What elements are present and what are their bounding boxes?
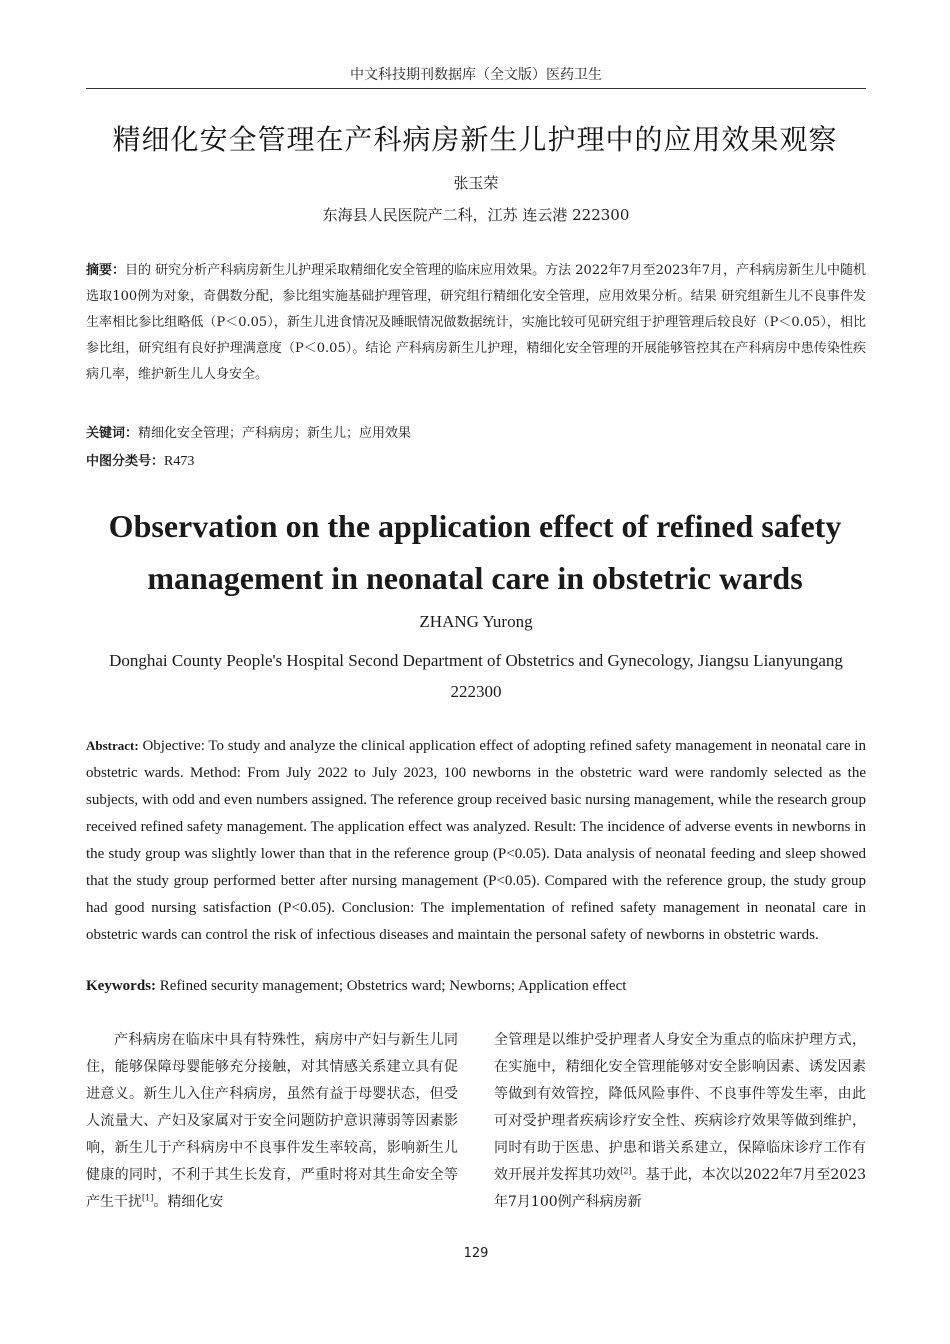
cn-affiliation: 东海县人民医院产二科，江苏 连云港 222300 bbox=[322, 206, 630, 224]
body-right-tail: 。基于此，本次以2022年7月至2023年7月100例产科病房新 bbox=[494, 1167, 867, 1210]
body-column-right bbox=[494, 1027, 866, 1216]
journal-header: 中文科技期刊数据库（全文版）医药卫生 bbox=[350, 67, 602, 83]
header-rule bbox=[86, 88, 866, 89]
en-abstract bbox=[86, 732, 866, 949]
cn-clc-label: 中图分类号： bbox=[86, 454, 165, 469]
cn-title: 精细化安全管理在产科病房新生儿护理中的应用效果观察 bbox=[112, 123, 838, 156]
cn-abstract-label: 摘要： bbox=[86, 263, 126, 278]
cn-author: 张玉荣 bbox=[453, 174, 499, 192]
cn-abstract bbox=[86, 258, 866, 388]
en-affiliation: Donghai County People's Hospital Second Department of Obstetrics and Gynecology, Jiangsu Lianyungang 222300 bbox=[109, 651, 843, 701]
en-keywords bbox=[86, 978, 866, 995]
body-left-text: 产科病房在临床中具有特殊性，病房中产妇与新生儿同住，能够保障母婴能够充分接触，对其情感关系建立具有促进意义。新生儿入住产科病房，虽然有益于母婴状态，但受人流量大、产妇及家属对于安全问题防护意识薄弱等因素影响，新生儿于产科病房中不良事件发生率较高，影响新生儿健康的同时，不利于其生长发育，严重时将对其生命安全等产生干扰 bbox=[86, 1032, 458, 1210]
body-left-tail: 。精细化安 bbox=[153, 1194, 224, 1210]
citation-ref-2[interactable]: [2] bbox=[620, 1166, 632, 1176]
cn-keywords-text: 精细化安全管理；产科病房；新生儿；应用效果 bbox=[138, 426, 412, 441]
page-number: 129 bbox=[463, 1246, 489, 1261]
en-keywords-label: Keywords: bbox=[86, 978, 156, 994]
en-author: ZHANG Yurong bbox=[419, 612, 533, 631]
en-keywords-text: Refined security management; Obstetrics ward; Newborns; Application effect bbox=[159, 978, 627, 994]
en-abstract-label: Abstract: bbox=[86, 738, 139, 753]
cn-abstract-text: 目的 研究分析产科病房新生儿护理采取精细化安全管理的临床应用效果。方法 2022年7月至2023年7月，产科病房新生儿中随机选取100例为对象，奇偶数分配，参比组实施基础护理管理，研究组行精细化安全管理，应用效果分析。结果 研究组新生儿不良事件发生率相比参比组略低（P＜0.05），新生儿进食情况及睡眠情况做数据统计，实施比较可见研究组于护理管理后较良好（P＜0.05），相比参比组，研究组有良好护理满意度（P＜0.05）。结论 产科病房新生儿护理，精细化安全管理的开展能够管控其在产科病房中患传染性疾病几率，维护新生儿人身安全。 bbox=[86, 263, 866, 382]
body-right-text: 全管理是以维护受护理者人身安全为重点的临床护理方式，在实施中，精细化安全管理能够对安全影响因素、诱发因素等做到有效管控，降低风险事件、不良事件等发生率，由此可对受护理者疾病诊疗安全性、疾病诊疗效果等做到维护，同时有助于医患、护患和谐关系建立，保障临床诊疗工作有效开展并发挥其功效 bbox=[494, 1032, 866, 1183]
cn-clc bbox=[86, 450, 866, 470]
cn-keywords bbox=[86, 422, 866, 441]
body-column-left bbox=[86, 1027, 458, 1216]
en-abstract-text: Objective: To study and analyze the clinical application effect of adopting refined safety management in neonatal care in obstetric wards. Method: From July 2022 to July 2023, 100 newborns in the obstetric ward were randomly selected as the subjects, with odd and even numbers assigned. The reference group received basic nursing management, while the research group received refined safety management. The application effect was analyzed. Result: The incidence of adverse events in newborns in the study group was slightly lower than that in the reference group (P<0.05). Data analysis of neonatal feeding and sleep showed that the study group performed better after nursing management (P<0.05). Compared with the reference group, the study group had good nursing satisfaction (P<0.05). Conclusion: The implementation of refined safety management in neonatal care in obstetric wards can control the risk of infectious diseases and maintain the personal safety of newborns in obstetric wards. bbox=[86, 738, 866, 943]
citation-ref-1[interactable]: [1] bbox=[142, 1193, 154, 1203]
cn-keywords-label: 关键词： bbox=[86, 426, 139, 441]
cn-clc-text: R473 bbox=[164, 454, 195, 469]
en-title: Observation on the application effect of refined safety management in neonatal care in obstetric wards bbox=[108, 508, 842, 596]
